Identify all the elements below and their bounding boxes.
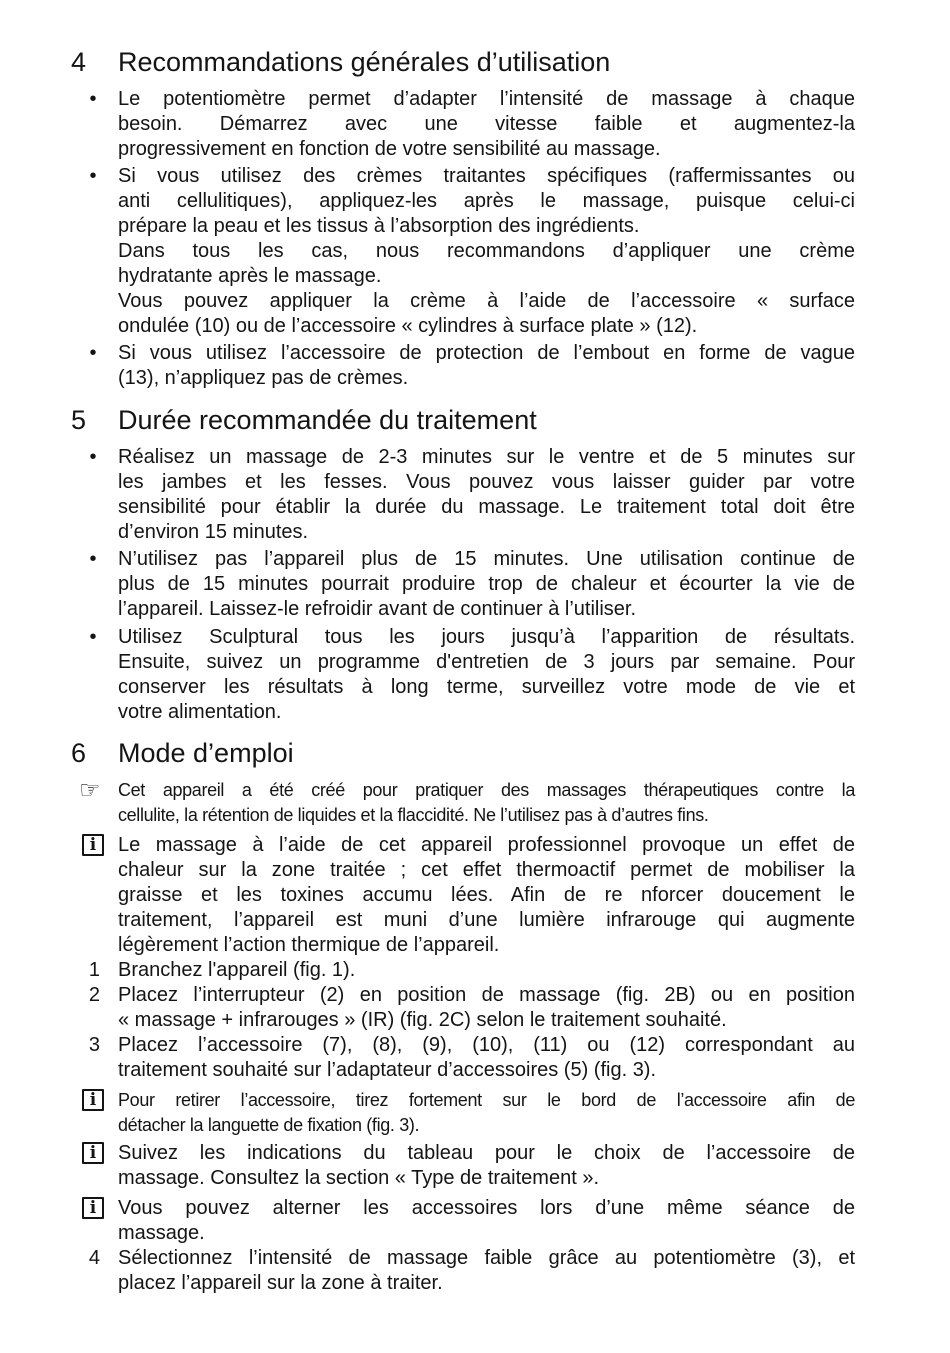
text-line: Placez l’accessoire (7), (8), (9), (10), (11) ou (12) correspondant au	[118, 1034, 855, 1056]
text-line: Branchez l'appareil (fig. 1).	[118, 959, 356, 981]
info-icon	[82, 1197, 104, 1219]
info-item	[0, 833, 950, 958]
section-number: 4	[71, 47, 87, 77]
step-number: 1	[88, 959, 100, 981]
text-line: détacher la languette de fixation (fig. 3).	[118, 1115, 420, 1135]
bullet-item	[0, 445, 950, 545]
text-line: Dans tous les cas, nous recommandons d’appliquer une crème	[118, 240, 855, 262]
section-heading	[0, 45, 950, 79]
text-line: hydratante après le massage.	[118, 265, 382, 287]
text-line: N’utilisez pas l’appareil plus de 15 minutes. Une utilisation continue de	[118, 548, 855, 570]
text-line: votre alimentation.	[118, 701, 282, 723]
paragraph	[118, 445, 855, 545]
text-line: Si vous utilisez des crèmes traitantes spécifiques (raffermissantes ou	[118, 165, 855, 187]
text-line: besoin. Démarrez avec une vitesse faible et augmentez-la	[118, 113, 855, 135]
text-line: traitement, l’appareil est muni d’une lumière infrarouge qui augmente	[118, 909, 855, 931]
text-line: Le massage à l’aide de cet appareil professionnel provoque un effet de	[118, 834, 855, 856]
step-number: 3	[88, 1034, 100, 1056]
section-number: 6	[71, 738, 87, 768]
bullet-list	[0, 445, 950, 725]
bullet-item	[0, 547, 950, 622]
text-line: conserver les résultats à long terme, surveillez votre mode de vie et	[118, 676, 855, 698]
text-line: Sélectionnez l’intensité de massage faible grâce au potentiomètre (3), et	[118, 1247, 855, 1269]
paragraph	[118, 1196, 855, 1246]
text-line: anti cellulitiques), appliquez-les après le massage, puisque celui-ci	[118, 190, 855, 212]
paragraph	[118, 778, 855, 828]
bullet-marker: •	[89, 626, 97, 648]
step-item	[0, 958, 950, 983]
pointing-hand-icon	[79, 778, 107, 803]
info-item	[0, 1196, 950, 1246]
info-icon	[82, 1142, 104, 1164]
text-line: sensibilité pour établir la durée du massage. Le traitement total doit être	[118, 496, 855, 518]
text-line: Réalisez un massage de 2-3 minutes sur le ventre et de 5 minutes sur	[118, 446, 855, 468]
text-line: ondulée (10) ou de l’accessoire « cylindres à surface plate » (12).	[118, 315, 698, 337]
note-item	[0, 778, 950, 828]
text-line: « massage + infrarouges » (IR) (fig. 2C) selon le traitement souhaité.	[118, 1009, 727, 1031]
text-line: placez l’appareil sur la zone à traiter.	[118, 1272, 443, 1294]
text-line: cellulite, la rétention de liquides et la flaccidité. Ne l’utilisez pas à d’autres fins.	[118, 805, 709, 825]
text-line: Vous pouvez alterner les accessoires lors d’une même séance de	[118, 1197, 855, 1219]
paragraph	[118, 87, 855, 162]
bullet-item	[0, 341, 950, 391]
text-line: chaleur sur la zone traitée ; cet effet thermoactif permet de mobiliser la	[118, 859, 855, 881]
section-title: Mode d’emploi	[118, 738, 294, 768]
text-line: (13), n’appliquez pas de crèmes.	[118, 367, 409, 389]
text-line: plus de 15 minutes pourrait produire trop de chaleur et écourter la vie de	[118, 573, 855, 595]
step-number: 4	[88, 1247, 100, 1269]
bullet-marker: •	[89, 342, 97, 364]
text-line: Le potentiomètre permet d’adapter l’intensité de massage à chaque	[118, 88, 855, 110]
text-line: Ensuite, suivez un programme d'entretien de 3 jours par semaine. Pour	[118, 651, 855, 673]
text-line: Cet appareil a été créé pour pratiquer des massages thérapeutiques contre la	[118, 780, 855, 800]
paragraph	[118, 289, 855, 339]
text-line: prépare la peau et les tissus à l’absorption des ingrédients.	[118, 215, 640, 237]
paragraph	[118, 547, 855, 622]
paragraph	[118, 1246, 855, 1296]
bullet-item	[0, 164, 950, 339]
text-line: progressivement en fonction de votre sensibilité au massage.	[118, 138, 661, 160]
bullet-marker: •	[89, 446, 97, 468]
bullet-item	[0, 625, 950, 725]
bullet-marker: •	[89, 165, 97, 187]
section-heading	[0, 403, 950, 437]
text-line: Si vous utilisez l’accessoire de protection de l’embout en forme de vague	[118, 342, 855, 364]
text-line: Utilisez Sculptural tous les jours jusqu’à l’apparition de résultats.	[118, 626, 855, 648]
section-heading	[0, 736, 950, 770]
section-title: Recommandations générales d’utilisation	[118, 47, 611, 77]
bullet-marker: •	[89, 548, 97, 570]
text-line: légèrement l’action thermique de l’appareil.	[118, 934, 500, 956]
text-line: Placez l’interrupteur (2) en position de massage (fig. 2B) ou en position	[118, 984, 855, 1006]
text-line: les jambes et les fesses. Vous pouvez vous laisser guider par votre	[118, 471, 855, 493]
text-line: Suivez les indications du tableau pour le choix de l’accessoire de	[118, 1142, 855, 1164]
paragraph	[118, 958, 855, 983]
paragraph	[118, 1088, 855, 1138]
section-instructions	[0, 736, 950, 1296]
paragraph	[118, 1033, 855, 1083]
paragraph	[118, 341, 855, 391]
paragraph	[118, 164, 855, 239]
paragraph	[118, 625, 855, 725]
paragraph	[118, 1141, 855, 1191]
text-line: l’appareil. Laissez-le refroidir avant de continuer à l’utiliser.	[118, 598, 637, 620]
info-icon	[82, 834, 104, 856]
info-icon	[82, 1089, 104, 1111]
step-number: 2	[88, 984, 100, 1006]
paragraph	[118, 983, 855, 1033]
bullet-marker: •	[89, 88, 97, 110]
info-item	[0, 1141, 950, 1191]
section-number: 5	[71, 405, 87, 435]
instruction-list	[0, 778, 950, 1296]
text-line: massage.	[118, 1222, 205, 1244]
section-general-recommendations	[0, 45, 950, 391]
step-item	[0, 1246, 950, 1296]
text-line: massage. Consultez la section « Type de traitement ».	[118, 1167, 600, 1189]
step-item	[0, 983, 950, 1033]
text-line: Pour retirer l’accessoire, tirez fortement sur le bord de l’accessoire afin de	[118, 1090, 855, 1110]
bullet-item	[0, 87, 950, 162]
paragraph	[118, 239, 855, 289]
paragraph	[118, 833, 855, 958]
text-line: Vous pouvez appliquer la crème à l’aide de l’accessoire « surface	[118, 290, 855, 312]
section-treatment-duration	[0, 403, 950, 725]
info-item	[0, 1088, 950, 1138]
section-title: Durée recommandée du traitement	[118, 405, 537, 435]
text-line: traitement souhaité sur l’adaptateur d’accessoires (5) (fig. 3).	[118, 1059, 657, 1081]
text-line: d’environ 15 minutes.	[118, 521, 309, 543]
step-item	[0, 1033, 950, 1083]
bullet-list	[0, 87, 950, 391]
text-line: graisse et les toxines accumu lées. Afin de re nforcer doucement le	[118, 884, 855, 906]
